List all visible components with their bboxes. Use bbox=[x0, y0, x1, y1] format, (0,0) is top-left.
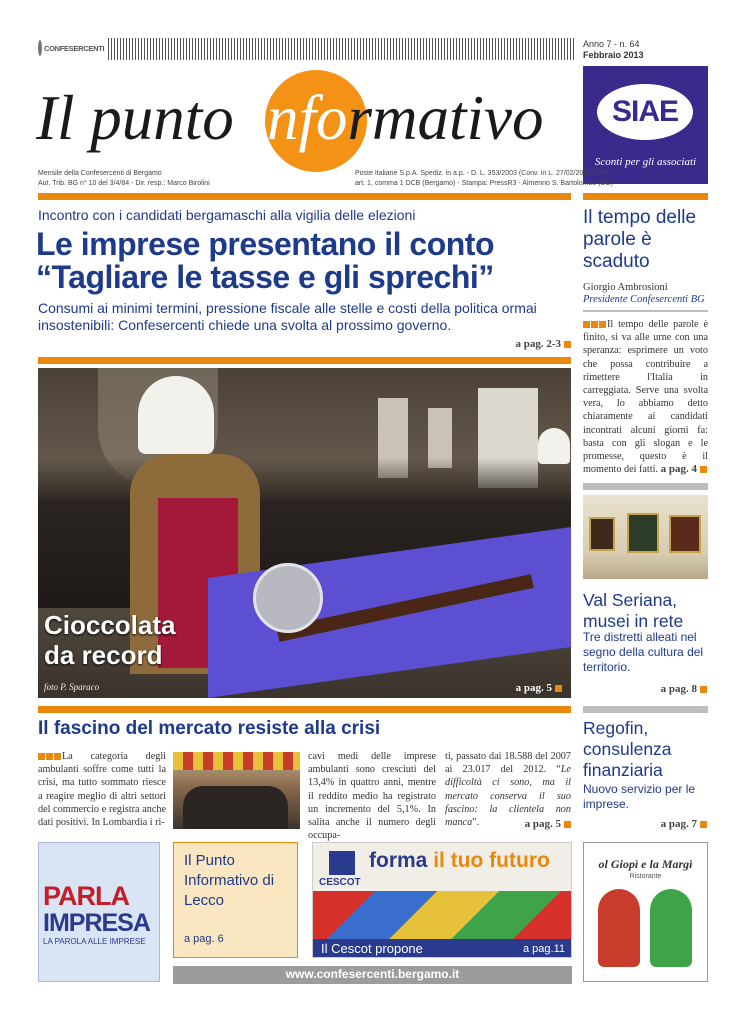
editorial-body: Il tempo delle parole è finito, si va alle urne con una speranza: esprimere un voto che possa contribuire a rimettere l'Italia in carreggiata. Serve una svolta vera, lo abbiamo detto chiaramente ai candidati incontrati alcuni giorni fa: basta con gli slogan e le promesse, questo è il momento dei fatti. bbox=[583, 319, 708, 476]
bullet-square-icon bbox=[591, 321, 598, 328]
lecco-box[interactable] bbox=[173, 842, 298, 958]
val-seriana-rule bbox=[583, 483, 708, 490]
editorial-divider bbox=[583, 310, 708, 312]
bullet-square-icon bbox=[564, 821, 571, 828]
lecco-title: Il Punto Informativo di Lecco bbox=[184, 852, 275, 909]
bullet-square-icon bbox=[38, 753, 45, 760]
issue-number: Anno 7 - n. 64 bbox=[583, 39, 640, 49]
lecco-page-ref: a pag. 6 bbox=[184, 933, 224, 945]
title-part-1: Il punto bbox=[36, 83, 250, 153]
lead-page-ref[interactable]: a pag. 2-3 bbox=[460, 338, 572, 350]
cartoon-figure bbox=[650, 889, 692, 967]
cescot-logo: CESCOT bbox=[319, 877, 361, 888]
cescot-slogan: forma il tuo futuro bbox=[369, 849, 550, 872]
chef-hat bbox=[138, 376, 214, 454]
subtitle-right-2: art. 1, comma 1 DCB (Bergamo) - Stampa: PressR3 - Almenno S. Bartolomeo (BG) bbox=[355, 180, 613, 187]
regofin-title[interactable]: Regofin, consulenza finanziaria bbox=[583, 718, 672, 780]
cescot-bar: Il Cescot propone a pag.11 bbox=[313, 939, 572, 958]
confesercenti-logo bbox=[38, 38, 105, 58]
photo-credit: foto P. Sparaco bbox=[44, 682, 100, 692]
puzzle-graphic bbox=[313, 891, 572, 941]
parla-logo-line-3: LA PAROLA ALLE IMPRESE bbox=[43, 937, 146, 946]
title-part-highlight: info bbox=[249, 83, 348, 153]
subtitle-left-2: Aut. Trib. BG n° 10 del 3/4/84 - Dir. resp.: Marco Birolini bbox=[38, 180, 210, 187]
restaurant-ad[interactable] bbox=[583, 842, 708, 982]
bullet-square-icon bbox=[700, 466, 707, 473]
brand-name: CONFESERCENTI bbox=[44, 43, 105, 53]
lead-kicker: Incontro con i candidati bergamaschi alla vigilia delle elezioni bbox=[38, 207, 416, 223]
bullet-square-icon bbox=[54, 753, 61, 760]
mercato-title[interactable]: Il fascino del mercato resiste alla crisi bbox=[38, 718, 381, 739]
mercato-page-ref[interactable]: a pag. 5 bbox=[460, 818, 572, 830]
bullet-square-icon bbox=[564, 341, 571, 348]
bullet-square-icon bbox=[599, 321, 606, 328]
val-seriana-body: Tre distretti alleati nel segno della cultura del territorio. bbox=[583, 630, 704, 674]
restaurant-sub: Ristorante bbox=[629, 873, 662, 880]
market-photo[interactable] bbox=[173, 752, 300, 829]
cescot-box[interactable] bbox=[312, 842, 572, 958]
photo-caption-1: Cioccolata bbox=[44, 610, 176, 640]
parla-logo-line-2: IMPRESA bbox=[43, 909, 150, 937]
cescot-logo-icon bbox=[329, 851, 355, 875]
mercato-col-2: cavi medi delle imprese ambulanti sono cresciuti del 13,4% in quattro anni, mentre il reddito medio ha registrato un incremento del 5,1%. In salita anche il numero degli occupa- bbox=[308, 751, 436, 842]
editorial-page-ref[interactable]: a pag. 4 bbox=[583, 463, 708, 475]
parla-impresa-box[interactable] bbox=[38, 842, 160, 982]
market-awning bbox=[173, 752, 300, 770]
editorial-role: Presidente Confesercenti BG bbox=[583, 294, 705, 305]
photo-caption-2: da record bbox=[44, 640, 163, 670]
footer-url[interactable]: www.confesercenti.bergamo.it bbox=[285, 967, 460, 981]
editorial-title[interactable]: Il tempo delle parole è scaduto bbox=[583, 207, 697, 272]
chef-hat bbox=[538, 428, 570, 464]
siae-logo: SIAE bbox=[597, 84, 693, 140]
photo-rule bbox=[38, 357, 571, 364]
regofin-body: Nuovo servizio per le imprese. bbox=[583, 782, 696, 811]
mercato-col-3: ti, passato dai 18.588 del 2007 ai 23.017 del 2012. “Le difficoltà ci sono, ma il mercato conserva il suo fascino: la clientela non manca”. bbox=[445, 751, 571, 829]
mercato-rule bbox=[38, 706, 571, 713]
regofin-page-ref[interactable]: a pag. 7 bbox=[583, 818, 708, 830]
lead-headline-2[interactable]: “Tagliare le tasse e gli sprechi” bbox=[36, 259, 494, 295]
siae-caption: Sconti per gli associati bbox=[594, 156, 697, 168]
siae-box[interactable] bbox=[583, 66, 708, 184]
photo-page-ref[interactable]: a pag. 5 bbox=[516, 682, 563, 694]
museum-painting bbox=[627, 513, 659, 553]
lead-headline-1[interactable]: Le imprese presentano il conto bbox=[36, 226, 494, 262]
chocolate-photo[interactable] bbox=[38, 368, 571, 698]
val-seriana-title[interactable]: Val Seriana, musei in rete bbox=[583, 590, 684, 631]
regofin-rule bbox=[583, 706, 708, 713]
subtitle-left-1: Mensile della Confesercenti di Bergamo bbox=[38, 170, 162, 177]
parla-logo-line-1: PARLA bbox=[43, 881, 129, 911]
chocolate-pot bbox=[253, 563, 323, 633]
cartoon-figure bbox=[598, 889, 640, 967]
mercato-col-1: La categoria degli ambulanti soffre come tutti la crisi, ma tutto sommato riesce a reagire meglio di altri settori del commercio e registra anche dati positivi. In Lombardia i ri- bbox=[38, 751, 166, 829]
restaurant-name: ol Giopì e la Margì bbox=[598, 857, 693, 871]
title-part-2: rmativo bbox=[347, 83, 544, 153]
lead-rule bbox=[38, 193, 571, 200]
museum-painting bbox=[669, 515, 701, 553]
museum-photo[interactable] bbox=[583, 495, 708, 579]
bullet-square-icon bbox=[700, 686, 707, 693]
subtitle-right-1: Poste Italiane S.p.A. Spediz. in a.p. - D. L. 353/2003 (Conv. in L. 27/02/2004 N°46 bbox=[355, 170, 609, 177]
market-people bbox=[183, 786, 288, 829]
editorial-rule bbox=[583, 193, 708, 200]
newspaper-title bbox=[36, 78, 544, 158]
lead-standfirst: Consumi ai minimi termini, pressione fiscale alle stelle e costi della politica ormai insostenibili: Confesercenti chiede una svolta al prossimo governo. bbox=[38, 300, 537, 333]
decorative-barcode bbox=[108, 38, 576, 60]
globe-icon bbox=[38, 40, 42, 56]
editorial-author: Giorgio Ambrosioni bbox=[583, 282, 668, 293]
bullet-square-icon bbox=[700, 821, 707, 828]
issue-date: Febbraio 2013 bbox=[583, 50, 644, 60]
bullet-square-icon bbox=[46, 753, 53, 760]
museum-painting bbox=[589, 517, 615, 551]
bullet-square-icon bbox=[583, 321, 590, 328]
bullet-square-icon bbox=[555, 685, 562, 692]
val-seriana-page-ref[interactable]: a pag. 8 bbox=[583, 683, 708, 695]
